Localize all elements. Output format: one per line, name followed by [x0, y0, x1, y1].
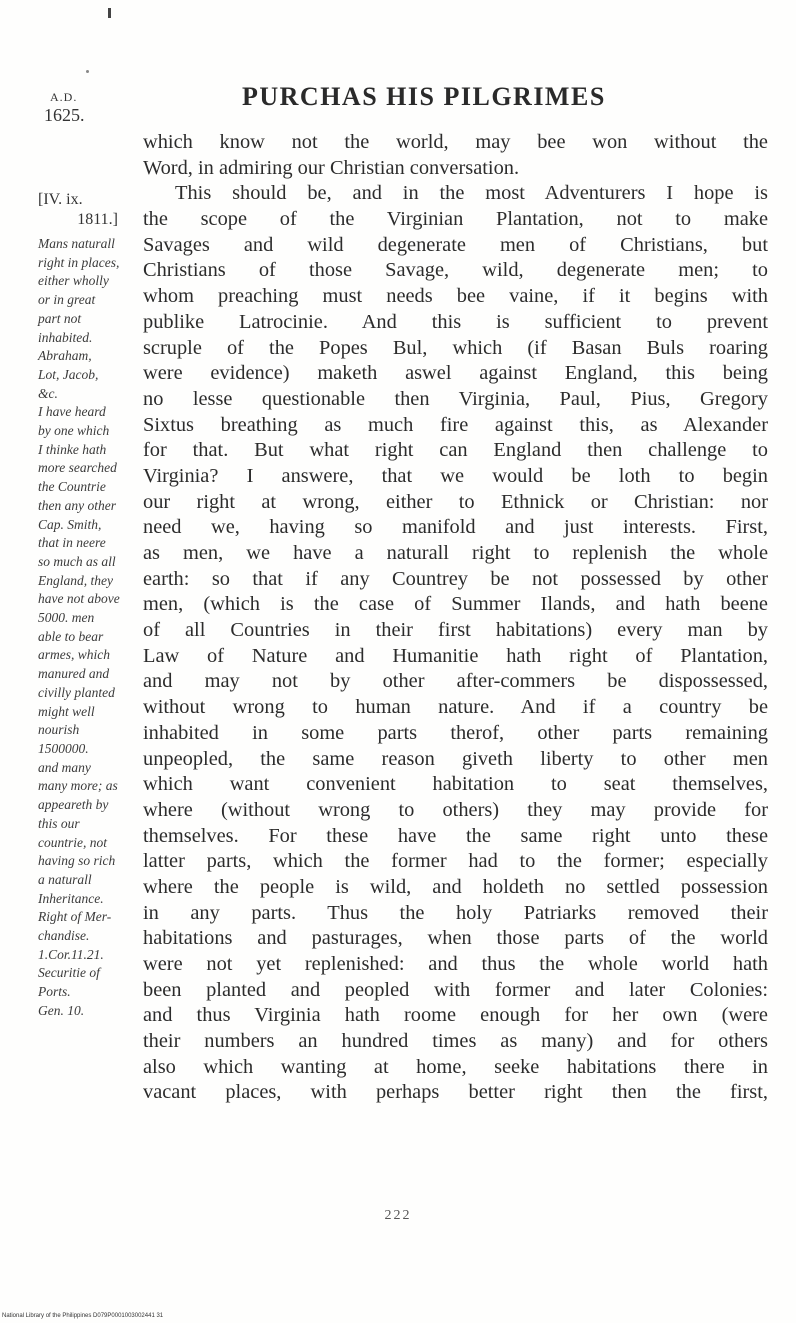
margin-note-line: countrie, not [38, 834, 107, 850]
body-line: as men, we have a naturall right to replenish the whole [143, 542, 768, 564]
margin-note-line: I thinke hath [38, 441, 107, 457]
body-line: Sixtus breathing as much fire against this, as Alexander [143, 413, 768, 436]
body-line: latter parts, which the former had to the former; especially [143, 850, 768, 873]
volume-reference-line1: [IV. ix. [38, 191, 83, 208]
body-line: where the people is wild, and holdeth no settled possession [143, 875, 768, 898]
margin-note-line: or in great [38, 292, 96, 308]
margin-note-line: Right of Mer- [38, 909, 112, 925]
margin-note-line: Abraham, [38, 348, 92, 364]
margin-note-line: having so rich [38, 853, 116, 869]
body-line: and thus Virginia hath roome enough for her own (were [143, 1004, 768, 1027]
body-line: our right at wrong, either to Ethnick or Christian: nor [143, 490, 768, 513]
margin-note-line: either wholly [38, 273, 109, 289]
margin-note-line: England, they [38, 572, 113, 588]
margin-note-line: Securitie of [38, 965, 100, 981]
body-line: Christians of those Savage, wild, degenerate men; to [143, 259, 768, 282]
body-line: whom preaching must needs bee vaine, if it begins with [143, 285, 768, 308]
margin-note-line: inhabited. [38, 329, 93, 345]
margin-note-line: the Countrie [38, 479, 106, 495]
body-line: where (without wrong to others) they may provide for [143, 798, 768, 821]
margin-note-line: Inheritance. [38, 890, 104, 906]
margin-note-line: have not above [38, 591, 120, 607]
scan-tick-mark [108, 8, 111, 18]
scan-dot-mark [86, 70, 89, 73]
margin-note-line: able to bear [38, 628, 104, 644]
margin-note-line: right in places, [38, 254, 120, 270]
margin-note-line: a naturall [38, 871, 92, 887]
body-line: in any parts. Thus the holy Patriarks removed their [143, 901, 768, 924]
body-line: the scope of the Virginian Plantation, not to make [143, 208, 768, 231]
margin-note-line: might well [38, 703, 95, 719]
body-line: which want convenient habitation to seat themselves, [143, 773, 768, 796]
volume-reference [38, 190, 118, 230]
body-line: vacant places, with perhaps better right then the first, [143, 1081, 768, 1104]
body-line: Savages and wild degenerate men of Christians, but [143, 233, 768, 256]
year-label: 1625. [44, 105, 85, 125]
margin-note-line: civilly planted [38, 684, 115, 700]
page-number: 222 [384, 1208, 412, 1223]
margin-note-line: manured and [38, 666, 110, 682]
body-line: Law of Nature and Humanitie hath right of Plantation, [143, 644, 768, 667]
margin-note-line: Cap. Smith, [38, 516, 102, 532]
body-line: scruple of the Popes Bul, which (if Basan Buls roaring [143, 336, 768, 359]
body-line: were not yet replenished: and thus the whole world hath [143, 953, 768, 975]
body-line: earth: so that if any Countrey be not possessed by other [143, 567, 768, 590]
body-line: unpeopled, the same reason giveth liberty to other men [143, 747, 768, 770]
margin-note-line: many more; as [38, 778, 118, 794]
body-line: were evidence) maketh aswel against England, this being [143, 362, 768, 385]
margin-note-line: more searched [38, 460, 117, 476]
body-line: This should be, and in the most Adventurers I hope is [175, 182, 768, 205]
body-line: need we, having so manifold and just interests. First, [143, 516, 768, 539]
body-line: themselves. For these have the same right unto these [143, 824, 768, 847]
body-line: Virginia? I answere, that we would be loth to begin [143, 464, 768, 487]
body-line: no lesse questionable then Virginia, Paul, Pius, Gregory [143, 387, 768, 410]
body-line: Word, in admiring our Christian conversation. [143, 156, 520, 179]
margin-note-line: &c. [38, 385, 58, 401]
footer-credit: National Library of the Philippines D079P0001003002441 31 [2, 1313, 164, 1319]
margin-note-line: armes, which [38, 647, 110, 663]
margin-note-line: part not [38, 310, 82, 326]
margin-note-line: 1500000. [38, 740, 89, 756]
margin-note-line: by one which [38, 423, 110, 439]
body-line: without wrong to human nature. And if a country be [143, 696, 768, 719]
margin-note-line: 1.Cor.11.21. [38, 946, 104, 962]
margin-note-line: Mans naturall [38, 236, 115, 251]
margin-note-line: Ports. [38, 984, 71, 1000]
margin-note-line: I have heard [38, 404, 106, 420]
body-line: which know not the world, may bee won without the [143, 131, 768, 153]
body-text [143, 130, 768, 1106]
margin-notes [38, 235, 128, 1021]
body-line: inhabited in some parts therof, other parts remaining [143, 721, 768, 744]
margin-note-line: so much as all [38, 553, 116, 569]
margin-note-line: appeareth by [38, 797, 109, 813]
body-line: habitations and pasturages, when those parts of the world [143, 927, 768, 950]
body-line: publike Latrocinie. And this is sufficient to prevent [143, 310, 768, 333]
margin-note-line: 5000. men [38, 610, 95, 626]
body-line: for that. But what right can England then challenge to [143, 439, 768, 462]
margin-note-line: chandise. [38, 928, 90, 944]
margin-note-line: then any other [38, 497, 116, 513]
body-line: men, (which is the case of Summer Ilands, and hath beene [143, 593, 768, 616]
year-block [44, 90, 114, 126]
running-title: PURCHAS HIS PILGRIMES [242, 82, 606, 111]
body-line: and may not by other after-commers be dispossessed, [143, 670, 768, 693]
body-line: been planted and peopled with former and later Colonies: [143, 978, 768, 1001]
margin-note-line: Lot, Jacob, [38, 366, 99, 382]
margin-note-line: nourish [38, 722, 80, 738]
margin-note-line: that in neere [38, 535, 106, 551]
margin-note-line: this our [38, 815, 80, 831]
body-line: of all Countries in their first habitations) every man by [143, 619, 768, 642]
volume-reference-line2: 1811.] [77, 211, 118, 228]
body-line: their numbers an hundred times as many) and for others [143, 1030, 768, 1053]
body-line: also which wanting at home, seeke habitations there in [143, 1055, 768, 1078]
margin-note-line: Gen. 10. [38, 1002, 85, 1018]
era-label: A.D. [50, 90, 78, 104]
margin-note-line: and many [38, 759, 91, 775]
